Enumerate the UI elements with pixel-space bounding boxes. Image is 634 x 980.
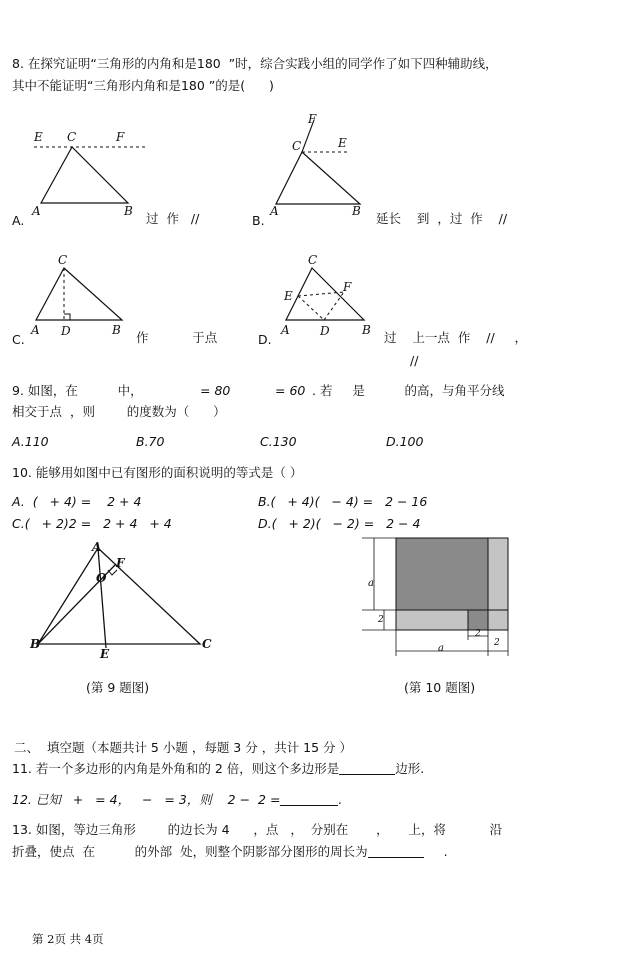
q8d-label-e: E — [284, 289, 293, 303]
q8a-label-a: A — [32, 204, 41, 218]
q8d-label-c: C — [308, 253, 318, 267]
q9fig-label-e: E — [100, 647, 110, 661]
q13-stem-line2 — [12, 844, 448, 860]
q11-stem — [12, 761, 424, 777]
q10-figure-caption: (第 10 题图) — [404, 680, 476, 695]
q10fig-label-2-bottom: 2 — [494, 638, 500, 648]
q8c-label-a: A — [31, 323, 40, 337]
section2-title: 二、 填空题（本题共计 5 小题 ，每题 3 分 ，共计 15 分 ） — [14, 740, 353, 755]
q10fig-label-a-side: a — [368, 578, 374, 589]
q9fig-label-o: O — [96, 571, 107, 585]
q9-option-d: D.100 — [386, 434, 424, 449]
q12-text: 12. 已知 + = 4， − = 3，则 2 − 2 = — [12, 792, 281, 807]
q9-option-b: B.70 — [136, 434, 165, 449]
q8-option-d-letter: D. — [258, 332, 272, 347]
q9fig-label-b: B — [30, 637, 41, 651]
q8a-label-b: B — [124, 204, 133, 218]
q8b-label-b: B — [352, 204, 361, 218]
q8-option-a-text: 过 作 // — [146, 211, 200, 226]
q8-figure-d — [280, 262, 380, 332]
q8-stem-line2: 其中不能证明“三角形内角和是180 ”的是( ) — [12, 78, 274, 93]
q8c-label-c: C — [58, 253, 68, 267]
q8d-label-d: D — [320, 324, 330, 338]
q13-text2: 折叠，使点 在 的外部 处，则整个阴影部分图形的周长为 — [12, 844, 368, 859]
q10-option-c: C.( + 2)2 = 2 + 4 + 4 — [12, 516, 172, 531]
q8a-label-e: E — [34, 130, 43, 144]
q8-option-d-text: 过 上一点 作 // ， — [384, 330, 528, 345]
q8-option-a-letter: A. — [12, 213, 25, 228]
q8a-label-f: F — [116, 130, 125, 144]
q8c-label-d: D — [61, 324, 71, 338]
q8d-label-f: F — [343, 280, 352, 294]
q10-stem: 10. 能够用如图中已有图形的面积说明的等式是（ ） — [12, 465, 303, 480]
q9-stem-angle1: = 80 — [200, 383, 231, 398]
q10-option-a: A. ( + 4) = 2 + 4 — [12, 494, 142, 509]
q8b-label-a: A — [270, 204, 279, 218]
q8-option-c-text: 作 于点 — [136, 330, 218, 345]
q11-text: 11. 若一个多边形的内角是外角和的 2 倍，则这个多边形是 — [12, 761, 340, 776]
q9fig-label-a: A — [92, 540, 102, 554]
q9-stem-angle2: = 60 — [275, 383, 306, 398]
q8-stem-line1: 8. 在探究证明“三角形的内角和是180 ”时，综合实践小组的同学作了如下四种辅助线， — [12, 56, 498, 71]
q9fig-label-f: F — [116, 556, 125, 570]
q8-figure-b — [268, 112, 378, 212]
q8b-label-f: F — [308, 112, 317, 126]
q9-stem-line2: 相交于点 ，则 的度数为（ ） — [12, 404, 226, 419]
q10fig-label-a-bottom: a — [438, 643, 444, 654]
q8c-label-b: B — [112, 323, 121, 337]
q9-option-a: A.110 — [12, 434, 49, 449]
q9-figure-caption: (第 9 题图) — [86, 680, 150, 695]
q13-suffix: . — [443, 844, 448, 859]
q10fig-label-2-top: 2 — [475, 629, 481, 639]
q9fig-label-c: C — [202, 637, 212, 651]
q8-figure-c — [30, 262, 140, 332]
q8b-label-c: C — [292, 139, 302, 153]
q12-suffix: . — [338, 792, 343, 807]
q10-option-d: D.( + 2)( − 2) = 2 − 4 — [258, 516, 421, 531]
q8a-label-c: C — [67, 130, 77, 144]
q12-stem — [12, 792, 342, 808]
page-footer: 第 2页 共 4页 — [32, 932, 104, 946]
q11-answer-blank[interactable] — [339, 762, 395, 775]
q8d-label-a: A — [281, 323, 290, 337]
q8-option-b-text: 延长 到 ，过 作 // — [376, 211, 508, 226]
q10fig-label-2-side: 2 — [378, 615, 384, 625]
q8b-label-e: E — [338, 136, 347, 150]
q9-stem-part2: . 若 是 的高，与角平分线 — [312, 383, 505, 398]
q8-option-b-letter: B. — [252, 213, 265, 228]
q8-option-d-text2: // — [410, 353, 419, 368]
q11-suffix: 边形. — [395, 761, 425, 776]
q9-stem-part1: 9. 如图，在 中， — [12, 383, 143, 398]
q8-option-c-letter: C. — [12, 332, 25, 347]
q12-answer-blank[interactable] — [280, 793, 338, 806]
q9-option-c: C.130 — [260, 434, 297, 449]
q13-answer-blank[interactable] — [368, 845, 424, 858]
q8d-label-b: B — [362, 323, 371, 337]
q8-figure-a — [30, 130, 160, 210]
q13-stem-line1: 13. 如图，等边三角形 的边长为 4 ，点 ， 分别在 ， 上，将 沿 — [12, 822, 503, 837]
q10-option-b: B.( + 4)( − 4) = 2 − 16 — [258, 494, 428, 509]
